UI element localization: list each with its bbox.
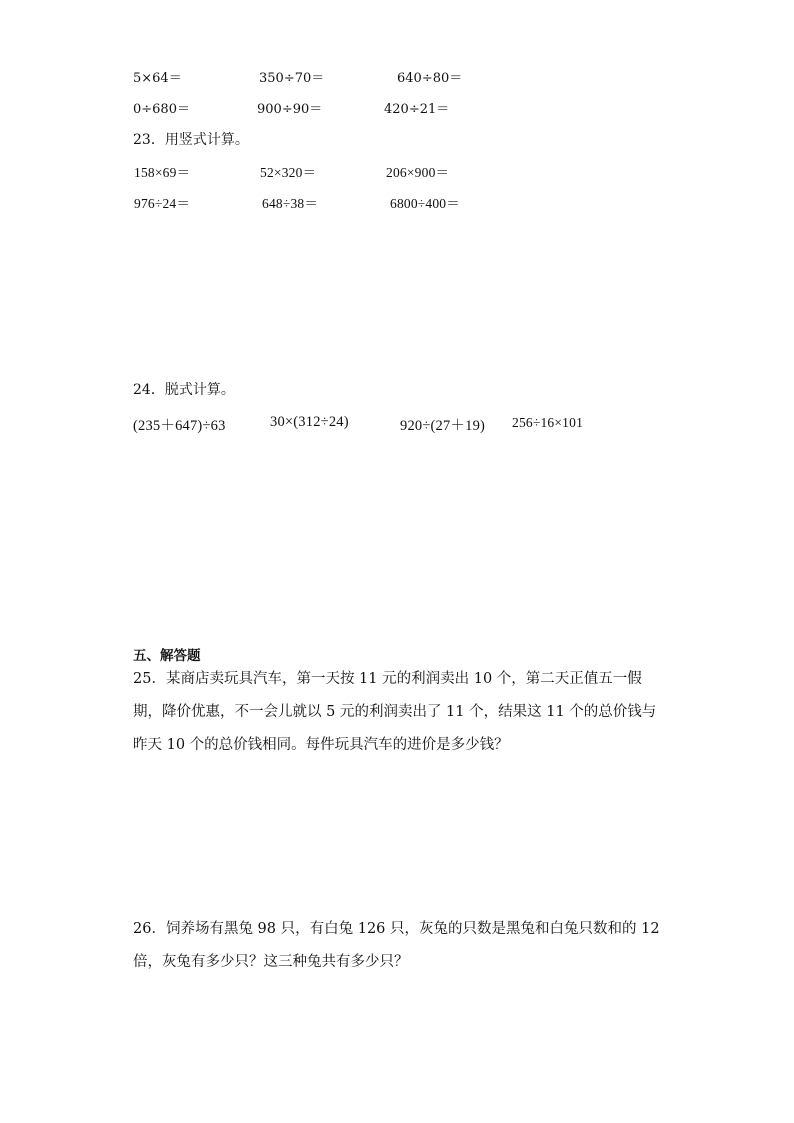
- oral-calc-6: 420÷21＝: [384, 102, 450, 117]
- oral-calc-4: 0÷680＝: [133, 102, 190, 117]
- oral-calc-2: 350÷70＝: [259, 71, 325, 86]
- q23-item-6: 6800÷400＝: [390, 196, 460, 211]
- q23-title: 23．用竖式计算。: [133, 132, 249, 148]
- q24-title: 24．脱式计算。: [133, 382, 235, 398]
- q24-item-4: 256÷16×101: [512, 415, 584, 430]
- q24-item-1: (235＋647)÷63: [133, 418, 226, 434]
- oral-calc-3: 640÷80＝: [397, 71, 463, 86]
- q23-item-5: 648÷38＝: [262, 196, 319, 211]
- q25-text: 25．某商店卖玩具汽车，第一天按 11 元的利润卖出 10 个，第二天正值五一假期，降价优惠，不一会儿就以 5 元的利润卖出了 11 个，结果这 11 个的总价钱与昨天 10 个的总价钱相同。每件玩具汽车的进价是多少钱？: [133, 671, 657, 753]
- q24-item-3: 920÷(27＋19): [400, 418, 486, 434]
- q26-text: 26．饲养场有黑兔 98 只，有白兔 126 只，灰兔的只数是黑兔和白兔只数和的 12 倍，灰兔有多少只？这三种兔共有多少只？: [133, 921, 660, 970]
- q23-item-3: 206×900＝: [386, 165, 450, 180]
- section5-title: 五、解答题: [133, 648, 201, 664]
- q24-item-2: 30×(312÷24): [270, 414, 349, 430]
- q23-item-1: 158×69＝: [134, 165, 191, 180]
- q23-item-2: 52×320＝: [260, 165, 317, 180]
- oral-calc-5: 900÷90＝: [257, 102, 323, 117]
- q23-item-4: 976÷24＝: [134, 196, 191, 211]
- oral-calc-1: 5×64＝: [133, 71, 182, 86]
